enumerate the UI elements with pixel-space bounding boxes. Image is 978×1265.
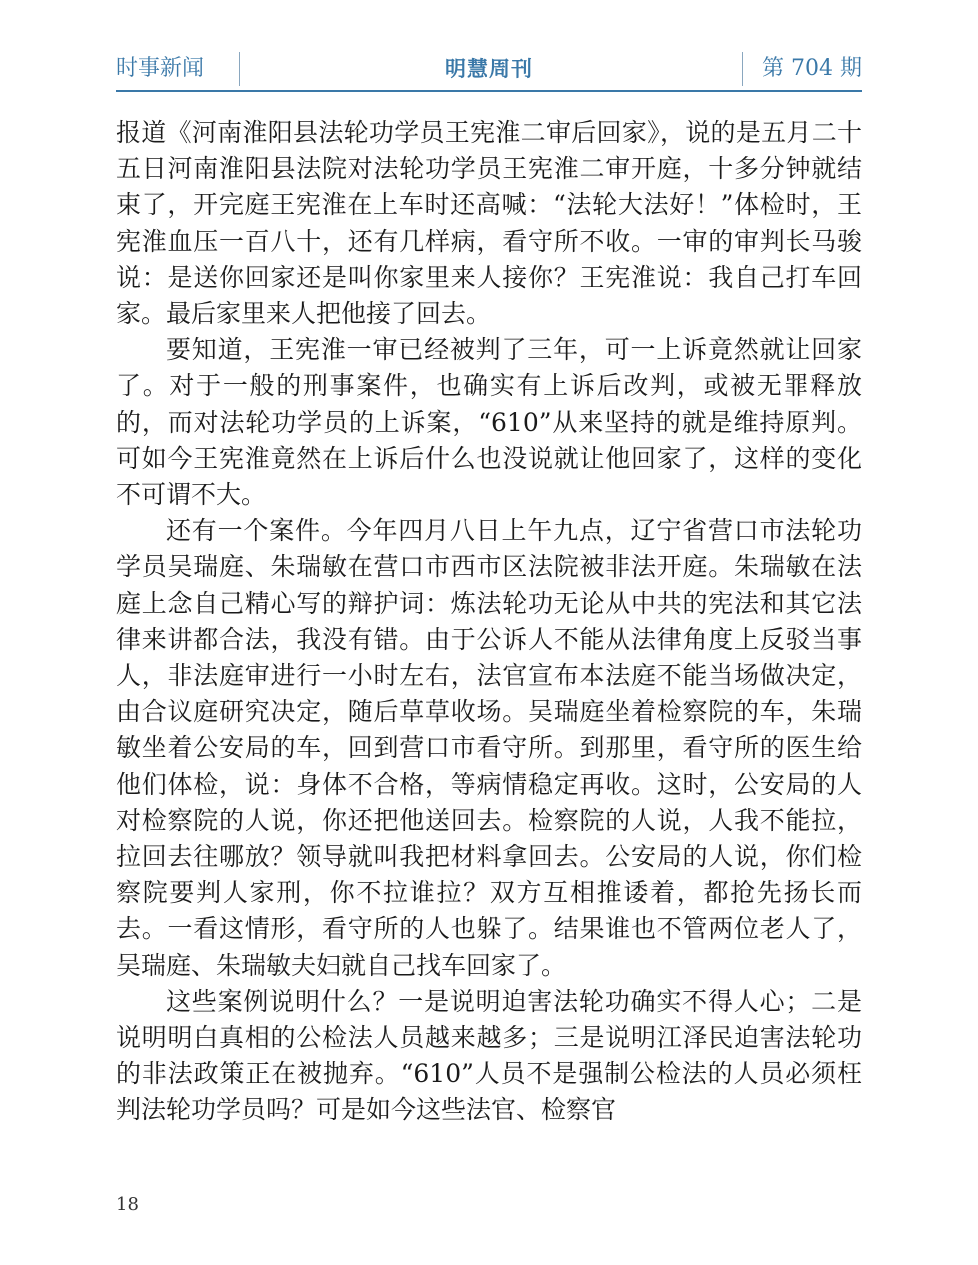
article-paragraph: 还有一个案件。今年四月八日上午九点，辽宁省营口市法轮功学员吴瑞庭、朱瑞敏在营口市西市区法院被非法开庭。朱瑞敏在法庭上念自己精心写的辩护词：炼法轮功无论从中共的宪法和其它法律来讲都合法，我没有错。由于公诉人不能从法律角度上反驳当事人，非法庭审进行一小时左右，法官宣布本法庭不能当场做决定，由合议庭研究决定，随后草草收场。吴瑞庭坐着检察院的车，朱瑞敏坐着公安局的车，回到营口市看守所。到那里，看守所的医生给他们体检，说：身体不合格，等病情稳定再收。这时，公安局的人对检察院的人说，你还把他送回去。检察院的人说，人我不能拉，拉回去往哪放？领导就叫我把材料拿回去。公安局的人说，你们检察院要判人家刑，你不拉谁拉？双方互相推诿着，都抢先扬长而去。一看这情形，看守所的人也躲了。结果谁也不管两位老人了，吴瑞庭、朱瑞敏夫妇就自己找车回家了。 [116, 516, 862, 980]
header-issue-number: 第 704 期 [762, 56, 862, 81]
article-paragraph: 要知道，王宪淮一审已经被判了三年，可一上诉竟然就让回家了。对于一般的刑事案件，也确实有上诉后改判，或被无罪释放的，而对法轮功学员的上诉案，“610”从来坚持的就是维持原判。可如今王宪淮竟然在上诉后什么也没说就让他回家了，这样的变化不可谓不大。 [116, 335, 862, 510]
article-paragraph: 这些案例说明什么？一是说明迫害法轮功确实不得人心；二是说明明白真相的公检法人员越来越多；三是说明江泽民迫害法轮功的非法政策正在被抛弃。“610”人员不是强制公检法的人员必须枉判法轮功学员吗？可是如今这些法官、检察官 [116, 986, 862, 1125]
header-section-name: 时事新闻 [116, 56, 205, 81]
article-body [116, 115, 862, 1129]
page-header [116, 50, 862, 92]
header-publication-title: 明慧周刊 [445, 57, 533, 81]
page-number: 18 [116, 1194, 139, 1215]
article-paragraph: 报道《河南淮阳县法轮功学员王宪淮二审后回家》，说的是五月二十五日河南淮阳县法院对法轮功学员王宪淮二审开庭，十多分钟就结束了，开完庭王宪淮在上车时还高喊：“法轮大法好！”体检时，王宪淮血压一百八十，还有几样病，看守所不收。一审的审判长马骏说：是送你回家还是叫你家里来人接你？王宪淮说：我自己打车回家。最后家里来人把他接了回去。 [116, 118, 862, 329]
header-divider-right [742, 52, 743, 86]
header-rule [116, 90, 862, 92]
